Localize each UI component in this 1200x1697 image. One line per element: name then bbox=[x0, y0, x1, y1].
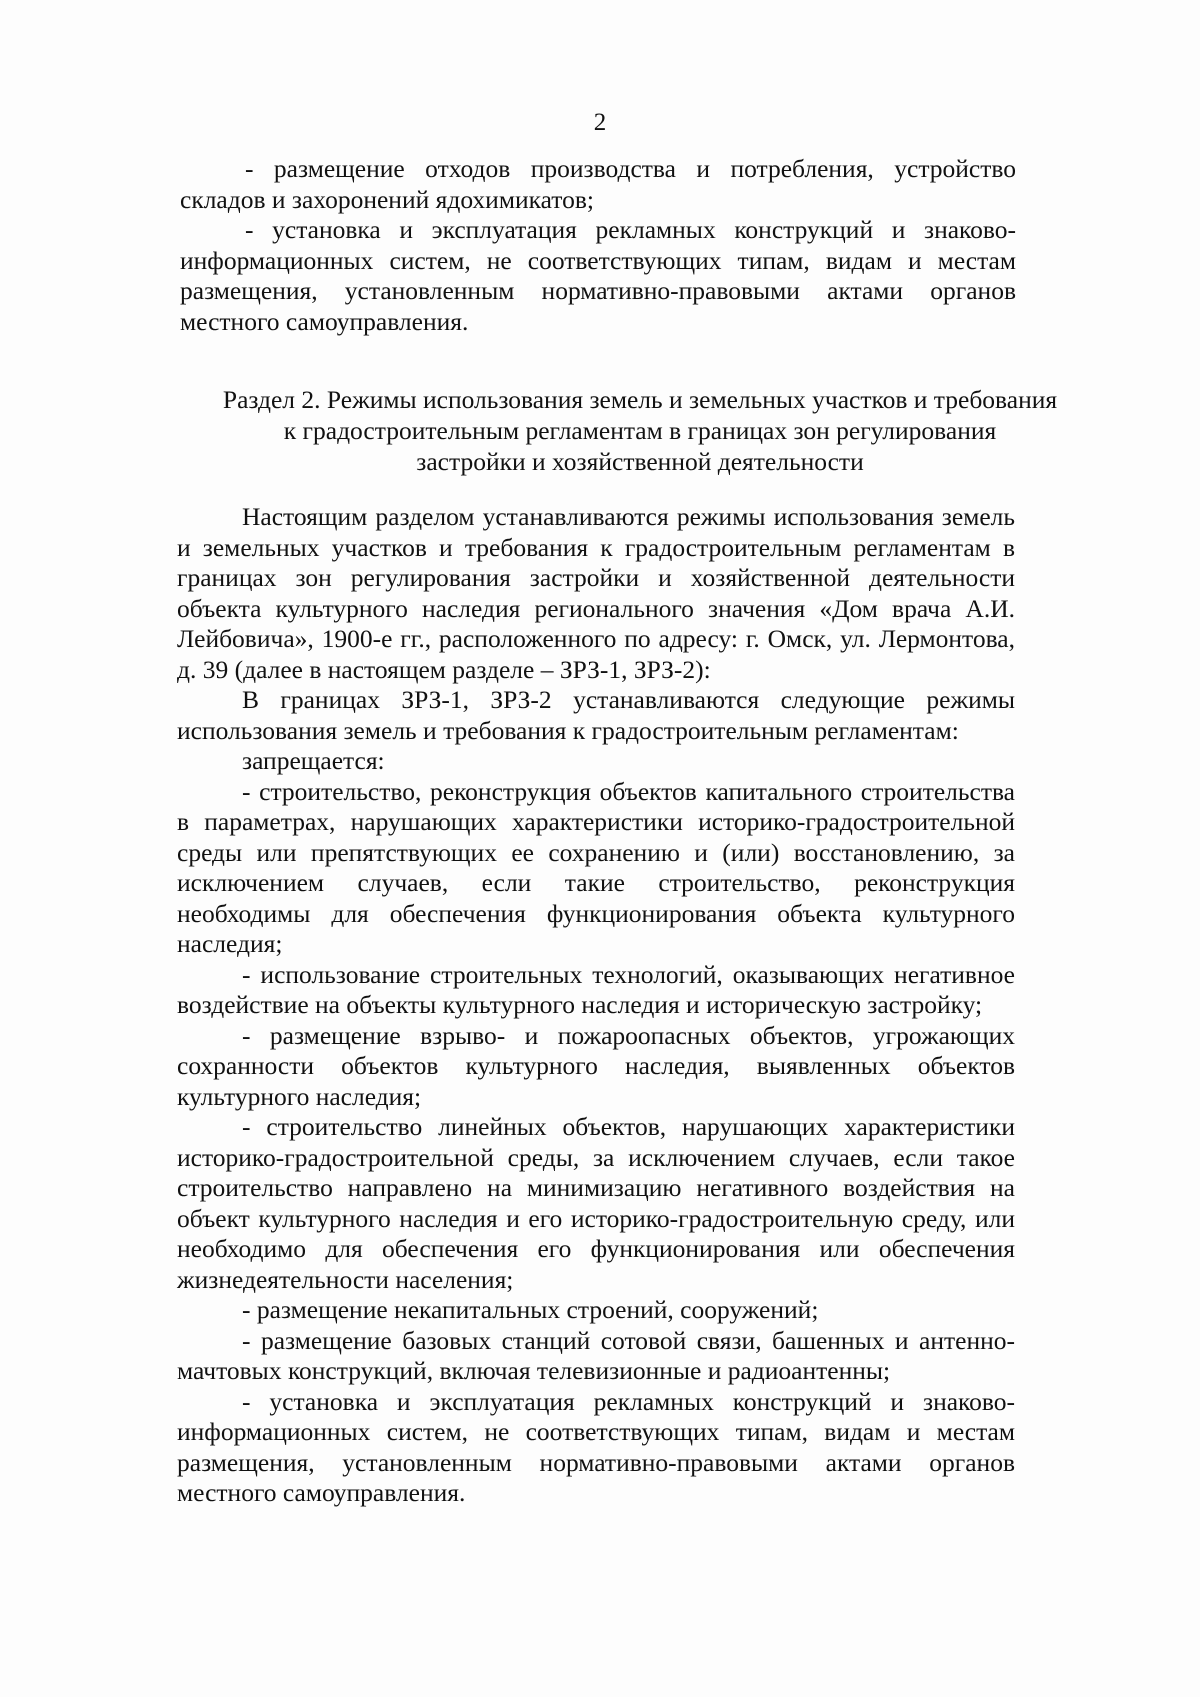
top-list bbox=[180, 154, 1016, 337]
heading-line: Раздел 2. Режимы использования земель и земельных участков и требования bbox=[222, 385, 1058, 414]
page-number: 2 bbox=[593, 109, 607, 136]
list-item: - размещение отходов производства и потребления, устройство складов и захоронений ядохимикатов; bbox=[180, 154, 1016, 214]
list-item: - установка и эксплуатация рекламных конструкций и знаково-информационных систем, не соответствующих типам, видам и местам размещения, установленным нормативно-правовыми актами органов местного самоуправления. bbox=[177, 1386, 1015, 1507]
list-item: - использование строительных технологий, оказывающих негативное воздействие на объекты культурного наследия и историческую застройку; bbox=[177, 959, 1015, 1019]
list-item: - размещение взрыво- и пожароопасных объектов, угрожающих сохранности объектов культурного наследия, выявленных объектов культурного наследия; bbox=[177, 1020, 1015, 1111]
section-body bbox=[177, 502, 1015, 1509]
list-item: - установка и эксплуатация рекламных конструкций и знаково-информационных систем, не соответствующих типам, видам и местам размещения, установленным нормативно-правовыми актами органов местного самоуправления. bbox=[180, 215, 1016, 336]
list-item: - строительство линейных объектов, нарушающих характеристики историко-градостроительной среды, за исключением случаев, если такое строительство направлено на минимизацию негативного воздействия на объект культурного наследия и его историко-градостроительную среду, или необходимо для обеспечения его функционирования или обеспечения жизнедеятельности населения; bbox=[177, 1112, 1015, 1294]
list-item: - строительство, реконструкция объектов капитального строительства в параметрах, нарушающих характеристики историко-градостроительной среды или препятствующих ее сохранению и (или) восстановлению, за исключением случаев, если такие строительство, реконструкция необходимы для обеспечения функционирования объекта культурного наследия; bbox=[177, 776, 1015, 958]
section-heading bbox=[180, 384, 1100, 477]
heading-line: застройки и хозяйственной деятельности bbox=[416, 447, 864, 476]
regime-paragraph: В границах ЗРЗ-1, ЗРЗ-2 устанавливаются следующие режимы использования земель и требования к градостроительным регламентам: bbox=[177, 685, 1015, 745]
list-item: - размещение базовых станций сотовой связи, башенных и антенно-мачтовых конструкций, включая телевизионные и радиоантенны; bbox=[177, 1325, 1015, 1385]
prohibited-label: запрещается: bbox=[242, 746, 385, 775]
heading-line: к градостроительным регламентам в границах зон регулирования bbox=[283, 416, 997, 445]
intro-paragraph: Настоящим разделом устанавливаются режимы использования земель и земельных участков и требования к градостроительным регламентам в границах зон регулирования застройки и хозяйственной деятельности объекта культурного наследия регионального значения «Дом врача А.И. Лейбовича», 1900-е гг., расположенного по адресу: г. Омск, ул. Лермонтова, д. 39 (далее в настоящем разделе – ЗРЗ-1, ЗРЗ-2): bbox=[177, 502, 1015, 684]
list-item: - размещение некапитальных строений, сооружений; bbox=[242, 1295, 819, 1324]
